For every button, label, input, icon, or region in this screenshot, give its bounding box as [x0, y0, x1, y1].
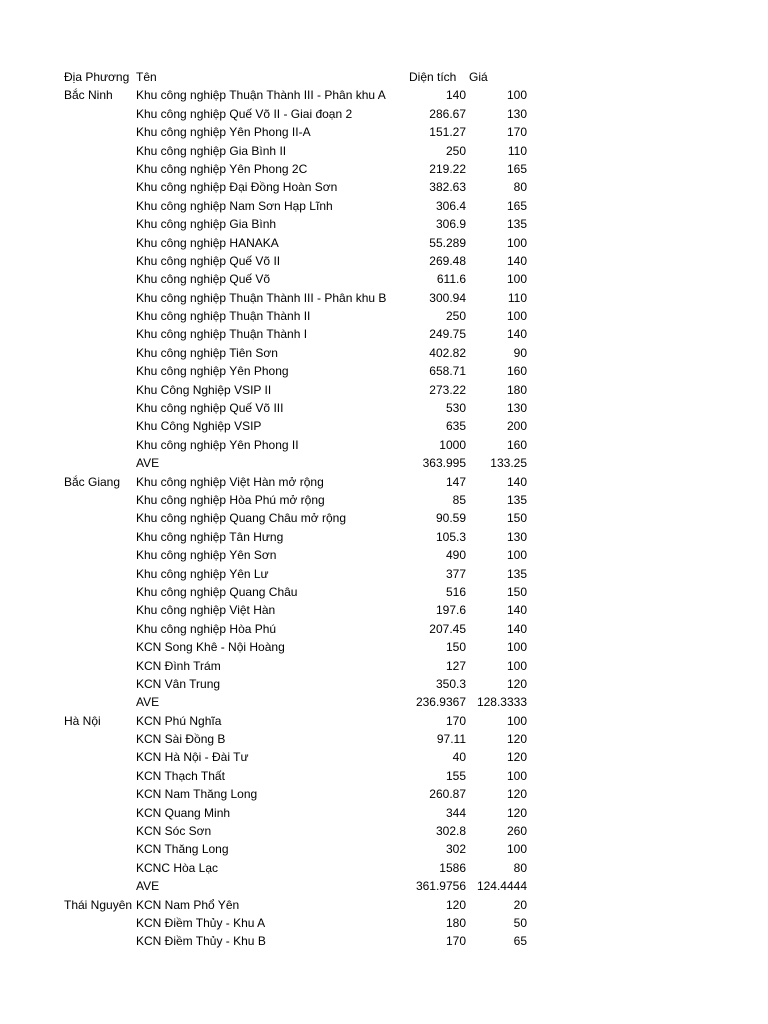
area-cell: 306.9 [435, 217, 466, 232]
table-row [0, 436, 768, 454]
area-cell: 306.4 [435, 198, 466, 213]
name-cell: KCN Điềm Thủy - Khu A [136, 915, 266, 930]
name-cell: KCN Nam Phổ Yên [136, 897, 240, 912]
region-cell: Bắc Ninh [64, 88, 113, 103]
table-row [0, 785, 768, 803]
area-cell: 249.75 [429, 327, 466, 342]
name-cell: Khu Công Nghiệp VSIP II [136, 382, 272, 397]
table-row [0, 914, 768, 932]
area-cell: 658.71 [429, 364, 466, 379]
area-cell: 250 [445, 309, 466, 324]
area-cell: 127 [445, 658, 466, 673]
price-cell: 130 [506, 106, 527, 121]
spreadsheet-table [0, 68, 768, 951]
table-row [0, 142, 768, 160]
area-cell: 155 [445, 768, 466, 783]
area-cell: 97.11 [436, 732, 466, 747]
table-row [0, 583, 768, 601]
price-cell: 140 [506, 621, 527, 636]
table-row [0, 234, 768, 252]
name-cell: Khu công nghiệp HANAKA [136, 235, 279, 250]
price-cell: 180 [506, 382, 527, 397]
area-cell: 147 [445, 474, 466, 489]
table-row [0, 473, 768, 491]
table-row [0, 178, 768, 196]
table-row [0, 822, 768, 840]
name-cell: Khu công nghiệp Yên Sơn [136, 548, 277, 563]
price-cell: 100 [506, 658, 527, 673]
name-cell: Khu công nghiệp Yên Phong II [136, 437, 299, 452]
table-row [0, 675, 768, 693]
price-cell: 100 [506, 548, 527, 563]
table-row [0, 362, 768, 380]
table-row [0, 105, 768, 123]
area-cell: 219.22 [429, 161, 466, 176]
name-cell: Khu công nghiệp Quang Châu [136, 584, 298, 599]
name-cell: Khu công nghiệp Quế Võ [136, 272, 271, 287]
table-row [0, 840, 768, 858]
name-cell: KCN Sóc Sơn [136, 824, 212, 839]
header-name: Tên [136, 70, 157, 84]
area-cell: 382.63 [429, 180, 466, 195]
table-row [0, 877, 768, 895]
name-cell: Khu công nghiệp Gia Bình [136, 217, 277, 232]
price-cell: 120 [506, 750, 527, 765]
header-region: Địa Phương [64, 70, 130, 84]
area-cell: 236.9367 [415, 695, 466, 710]
name-cell: KCN Đình Trám [136, 658, 221, 673]
area-cell: 300.94 [429, 290, 466, 305]
table-row [0, 896, 768, 914]
table-row [0, 325, 768, 343]
name-cell: Khu công nghiệp Yên Lư [136, 566, 269, 581]
region-cell: Bắc Giang [64, 474, 121, 489]
area-cell: 40 [452, 750, 466, 765]
area-cell: 273.22 [429, 382, 466, 397]
table-row [0, 638, 768, 656]
area-cell: 344 [445, 805, 466, 820]
price-cell: 130 [506, 529, 527, 544]
name-cell: KCN Song Khê - Nội Hoàng [136, 640, 285, 655]
price-cell: 260 [506, 824, 527, 839]
region-cell: Thái Nguyên [64, 897, 133, 912]
name-cell: Khu công nghiệp Thuận Thành III - Phân khu A [136, 88, 386, 103]
name-cell: Khu công nghiệp Tân Hưng [136, 529, 284, 544]
name-cell: Khu Công Nghiệp VSIP [136, 419, 262, 434]
table-row [0, 932, 768, 950]
price-cell: 100 [506, 768, 527, 783]
table-row [0, 289, 768, 307]
area-cell: 286.67 [429, 106, 466, 121]
price-cell: 90 [513, 345, 527, 360]
price-cell: 165 [506, 198, 527, 213]
name-cell: KCNC Hòa Lạc [136, 860, 219, 875]
table-row [0, 215, 768, 233]
price-cell: 100 [506, 842, 527, 857]
name-cell: Khu công nghiệp Thuận Thành II [136, 309, 311, 324]
table-row [0, 565, 768, 583]
area-cell: 516 [445, 584, 466, 599]
price-cell: 160 [506, 437, 527, 452]
name-cell: Khu công nghiệp Tiên Sơn [136, 345, 278, 360]
price-cell: 135 [506, 566, 527, 581]
price-cell: 150 [506, 511, 527, 526]
price-cell: 110 [507, 143, 527, 158]
table-row [0, 730, 768, 748]
header-row [0, 68, 768, 86]
area-cell: 635 [445, 419, 466, 434]
name-cell: Khu công nghiệp Quế Võ II [136, 253, 281, 268]
area-cell: 170 [445, 934, 466, 949]
table-body [0, 86, 768, 950]
area-cell: 361.9756 [415, 879, 466, 894]
area-cell: 302.8 [435, 824, 466, 839]
area-cell: 402.82 [429, 345, 466, 360]
name-cell: KCN Sài Đồng B [136, 732, 226, 747]
area-cell: 1586 [439, 860, 466, 875]
area-cell: 490 [445, 548, 466, 563]
name-cell: KCN Thăng Long [136, 842, 229, 857]
price-cell: 130 [506, 401, 527, 416]
area-cell: 377 [445, 566, 466, 581]
name-cell: KCN Vân Trung [136, 676, 221, 691]
table-row [0, 748, 768, 766]
table-row [0, 546, 768, 564]
price-cell: 65 [513, 934, 527, 949]
price-cell: 120 [506, 676, 527, 691]
name-cell: Khu công nghiệp Đại Đồng Hoàn Sơn [136, 180, 338, 195]
area-cell: 530 [445, 401, 466, 416]
price-cell: 140 [506, 603, 527, 618]
name-cell: KCN Nam Thăng Long [136, 787, 258, 802]
area-cell: 1000 [439, 437, 466, 452]
table-row [0, 399, 768, 417]
price-cell: 110 [507, 290, 527, 305]
table-row [0, 804, 768, 822]
price-cell: 100 [506, 309, 527, 324]
table-row [0, 657, 768, 675]
area-cell: 170 [445, 713, 466, 728]
table-row [0, 270, 768, 288]
name-cell: Khu công nghiệp Yên Phong [136, 364, 289, 379]
price-cell: 20 [513, 897, 527, 912]
name-cell: Khu công nghiệp Yên Phong 2C [136, 161, 308, 176]
name-cell: AVE [136, 695, 160, 710]
price-cell: 140 [506, 474, 527, 489]
name-cell: AVE [136, 879, 160, 894]
price-cell: 50 [513, 915, 527, 930]
name-cell: AVE [136, 456, 160, 471]
area-cell: 363.995 [422, 456, 466, 471]
price-cell: 120 [506, 732, 527, 747]
price-cell: 135 [506, 217, 527, 232]
price-cell: 80 [513, 180, 527, 195]
table-row [0, 160, 768, 178]
price-cell: 100 [506, 235, 527, 250]
price-cell: 120 [506, 805, 527, 820]
price-cell: 170 [506, 125, 527, 140]
area-cell: 207.45 [429, 621, 466, 636]
price-cell: 140 [506, 253, 527, 268]
price-cell: 100 [506, 272, 527, 287]
table-row [0, 491, 768, 509]
name-cell: KCN Thạch Thất [136, 768, 225, 783]
name-cell: KCN Quang Minh [136, 805, 231, 820]
area-cell: 350.3 [435, 676, 466, 691]
table-row [0, 509, 768, 527]
area-cell: 55.289 [429, 235, 466, 250]
table-row [0, 417, 768, 435]
area-cell: 90.59 [435, 511, 466, 526]
table-row [0, 344, 768, 362]
table-row [0, 197, 768, 215]
price-cell: 133.25 [490, 456, 527, 471]
area-cell: 180 [445, 915, 466, 930]
price-cell: 165 [506, 161, 527, 176]
price-cell: 80 [513, 860, 527, 875]
table-row [0, 123, 768, 141]
table-row [0, 86, 768, 104]
area-cell: 269.48 [429, 253, 466, 268]
table-row [0, 601, 768, 619]
name-cell: Khu công nghiệp Quang Châu mở rộng [136, 511, 347, 526]
name-cell: Khu công nghiệp Thuận Thành I [136, 327, 308, 342]
header-price: Giá [469, 70, 488, 84]
area-cell: 105.3 [435, 529, 466, 544]
name-cell: Khu công nghiệp Quế Võ III [136, 401, 284, 416]
table-row [0, 693, 768, 711]
name-cell: Khu công nghiệp Việt Hàn [136, 603, 276, 618]
area-cell: 611.6 [436, 272, 466, 287]
price-cell: 124.4444 [476, 879, 527, 894]
price-cell: 120 [506, 787, 527, 802]
name-cell: Khu công nghiệp Quế Võ II - Giai đoạn 2 [136, 106, 353, 121]
price-cell: 160 [506, 364, 527, 379]
area-cell: 260.87 [429, 787, 466, 802]
table-row [0, 620, 768, 638]
name-cell: Khu công nghiệp Nam Sơn Hạp Lĩnh [136, 198, 333, 213]
price-cell: 100 [506, 88, 527, 103]
price-cell: 100 [506, 713, 527, 728]
name-cell: Khu công nghiệp Gia Bình II [136, 143, 287, 158]
area-cell: 151.27 [429, 125, 466, 140]
name-cell: Khu công nghiệp Thuận Thành III - Phân khu B [136, 290, 387, 305]
price-cell: 150 [506, 584, 527, 599]
table-row [0, 252, 768, 270]
table-row [0, 307, 768, 325]
area-cell: 85 [452, 492, 466, 507]
price-cell: 128.3333 [476, 695, 527, 710]
area-cell: 140 [445, 88, 466, 103]
name-cell: KCN Hà Nội - Đài Tư [136, 750, 249, 765]
area-cell: 302 [445, 842, 466, 857]
name-cell: KCN Điềm Thủy - Khu B [136, 934, 266, 949]
table-row [0, 454, 768, 472]
area-cell: 197.6 [435, 603, 466, 618]
header-area: Diện tích [409, 70, 457, 84]
name-cell: Khu công nghiệp Việt Hàn mở rộng [136, 474, 324, 489]
name-cell: Khu công nghiệp Hòa Phú [136, 621, 277, 636]
price-cell: 100 [506, 640, 527, 655]
price-cell: 140 [506, 327, 527, 342]
name-cell: Khu công nghiệp Hòa Phú mở rộng [136, 492, 325, 507]
table-row [0, 712, 768, 730]
table-row [0, 528, 768, 546]
name-cell: Khu công nghiệp Yên Phong II-A [136, 125, 311, 140]
price-cell: 200 [506, 419, 527, 434]
price-cell: 135 [506, 492, 527, 507]
area-cell: 150 [445, 640, 466, 655]
table-row [0, 767, 768, 785]
area-cell: 250 [445, 143, 466, 158]
name-cell: KCN Phú Nghĩa [136, 713, 222, 728]
area-cell: 120 [445, 897, 466, 912]
region-cell: Hà Nội [64, 713, 101, 728]
table-row [0, 859, 768, 877]
table-row [0, 381, 768, 399]
